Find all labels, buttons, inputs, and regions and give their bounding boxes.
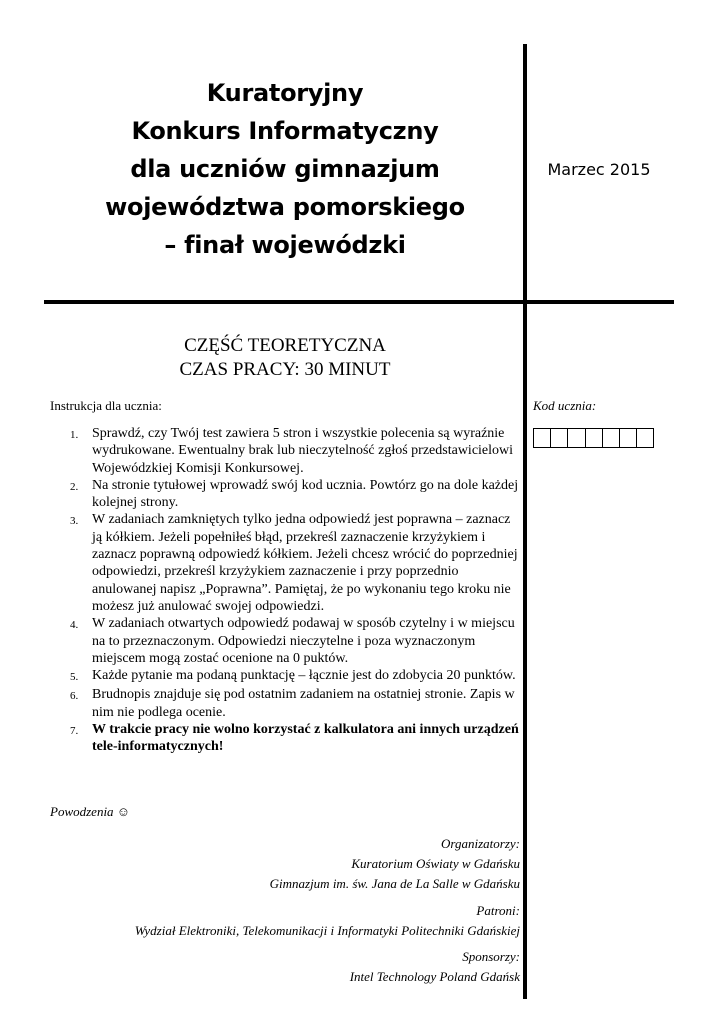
instruction-number: 7.: [70, 725, 79, 738]
instruction-item: [60, 721, 522, 756]
exam-date: Marzec 2015: [547, 160, 651, 179]
instruction-text: W zadaniach otwartych odpowiedź podawaj w sposób czytelny i w miejscu na to przeznaczonym. Odpowiedzi nieczytelne i poza wyznaczonym miejscem mogą zostać ocenione na 0 puktów.: [92, 616, 515, 666]
instruction-number: 3.: [70, 515, 79, 528]
instructions-label: Instrukcja dla ucznia:: [50, 398, 162, 413]
sponsors-label: Sponsorzy:: [462, 949, 520, 964]
organizer-name: Gimnazjum im. św. Jana de La Salle w Gdańsku: [269, 876, 520, 891]
code-digit-box[interactable]: [550, 428, 568, 448]
code-digit-box[interactable]: [585, 428, 603, 448]
instruction-text: Każde pytanie ma podaną punktację – łącznie jest do zdobycia 20 punktów.: [92, 668, 516, 684]
code-digit-box[interactable]: [636, 428, 654, 448]
patron-name: Wydział Elektroniki, Telekomunikacji i Informatyki Politechniki Gdańskiej: [134, 923, 520, 938]
instructions-list: [60, 425, 522, 756]
instruction-item: [60, 511, 522, 615]
part-name: CZĘŚĆ TEORETYCZNA: [184, 335, 386, 356]
title-line: Kuratoryjny: [206, 79, 364, 107]
student-code-boxes[interactable]: [533, 428, 653, 448]
code-digit-box[interactable]: [619, 428, 637, 448]
instruction-number: 1.: [70, 429, 79, 441]
vertical-divider: [523, 44, 527, 999]
instruction-item: [60, 425, 522, 477]
instruction-text: Brudnopis znajduje się pod ostatnim zadaniem na ostatniej stronie. Zapis w nim nie podlega ocenie.: [92, 687, 515, 720]
horizontal-divider: [44, 300, 674, 304]
student-code-label: Kod ucznia:: [533, 398, 597, 413]
instruction-item: [60, 667, 522, 686]
sponsors-block: [60, 947, 520, 987]
patrons-block: [60, 901, 520, 941]
title-line: dla uczniów gimnazjum: [130, 155, 440, 183]
instruction-item: [60, 615, 522, 667]
code-digit-box[interactable]: [602, 428, 620, 448]
organizers-label: Organizatorzy:: [441, 836, 520, 851]
instruction-item: [60, 477, 522, 512]
instruction-number: 6.: [70, 690, 79, 703]
instruction-text: Na stronie tytułowej wprowadź swój kod ucznia. Powtórz go na dole każdej kolejnej strony.: [92, 477, 519, 511]
part-duration: CZAS PRACY: 30 MINUT: [179, 359, 391, 380]
instruction-item: [60, 686, 522, 721]
instruction-text: W zadaniach zamkniętych tylko jedna odpowiedź jest poprawna – zaznacz ją kółkiem. Jeżeli popełniłeś błąd, przekreśl zaznaczenie krzyżykiem i zaznacz poprawną odpowiedź kółkiem. Jeżeli chcesz wrócić do poprzedniej odpowiedzi, przekreśl krzyżykiem zaznaczenie i przy poprzednio anulowanej napisz „Poprawna”. Pamiętaj, że po wykonaniu tego kroku nie możesz już anulować swojej odpowiedzi.: [92, 512, 518, 614]
instruction-text: Sprawdź, czy Twój test zawiera 5 stron i wszystkie polecenia są wyraźnie wydrukowane. Ewentualny brak lub nieczytelność zgłoś przedstawicielowi Wojewódzkiej Komisji Konkursowej.: [92, 426, 514, 476]
code-digit-box[interactable]: [567, 428, 585, 448]
organizers-block: [60, 834, 520, 894]
patrons-label: Patroni:: [476, 903, 520, 918]
title-line: Konkurs Informatyczny: [131, 117, 439, 145]
instruction-number: 2.: [70, 480, 79, 493]
organizer-name: Kuratorium Oświaty w Gdańsku: [351, 856, 520, 871]
good-luck-message: Powodzenia ☺: [50, 804, 131, 819]
title-line: województwa pomorskiego: [105, 193, 465, 221]
title-line: – finał wojewódzki: [164, 231, 406, 259]
instruction-text: W trakcie pracy nie wolno korzystać z kalkulatora ani innych urządzeń tele-informatycznych!: [92, 722, 519, 755]
instruction-number: 4.: [70, 619, 79, 632]
sponsor-name: Intel Technology Poland Gdańsk: [349, 969, 520, 984]
code-digit-box[interactable]: [533, 428, 551, 448]
instruction-number: 5.: [70, 671, 79, 684]
contest-title: [60, 74, 510, 264]
part-heading: [60, 334, 510, 382]
